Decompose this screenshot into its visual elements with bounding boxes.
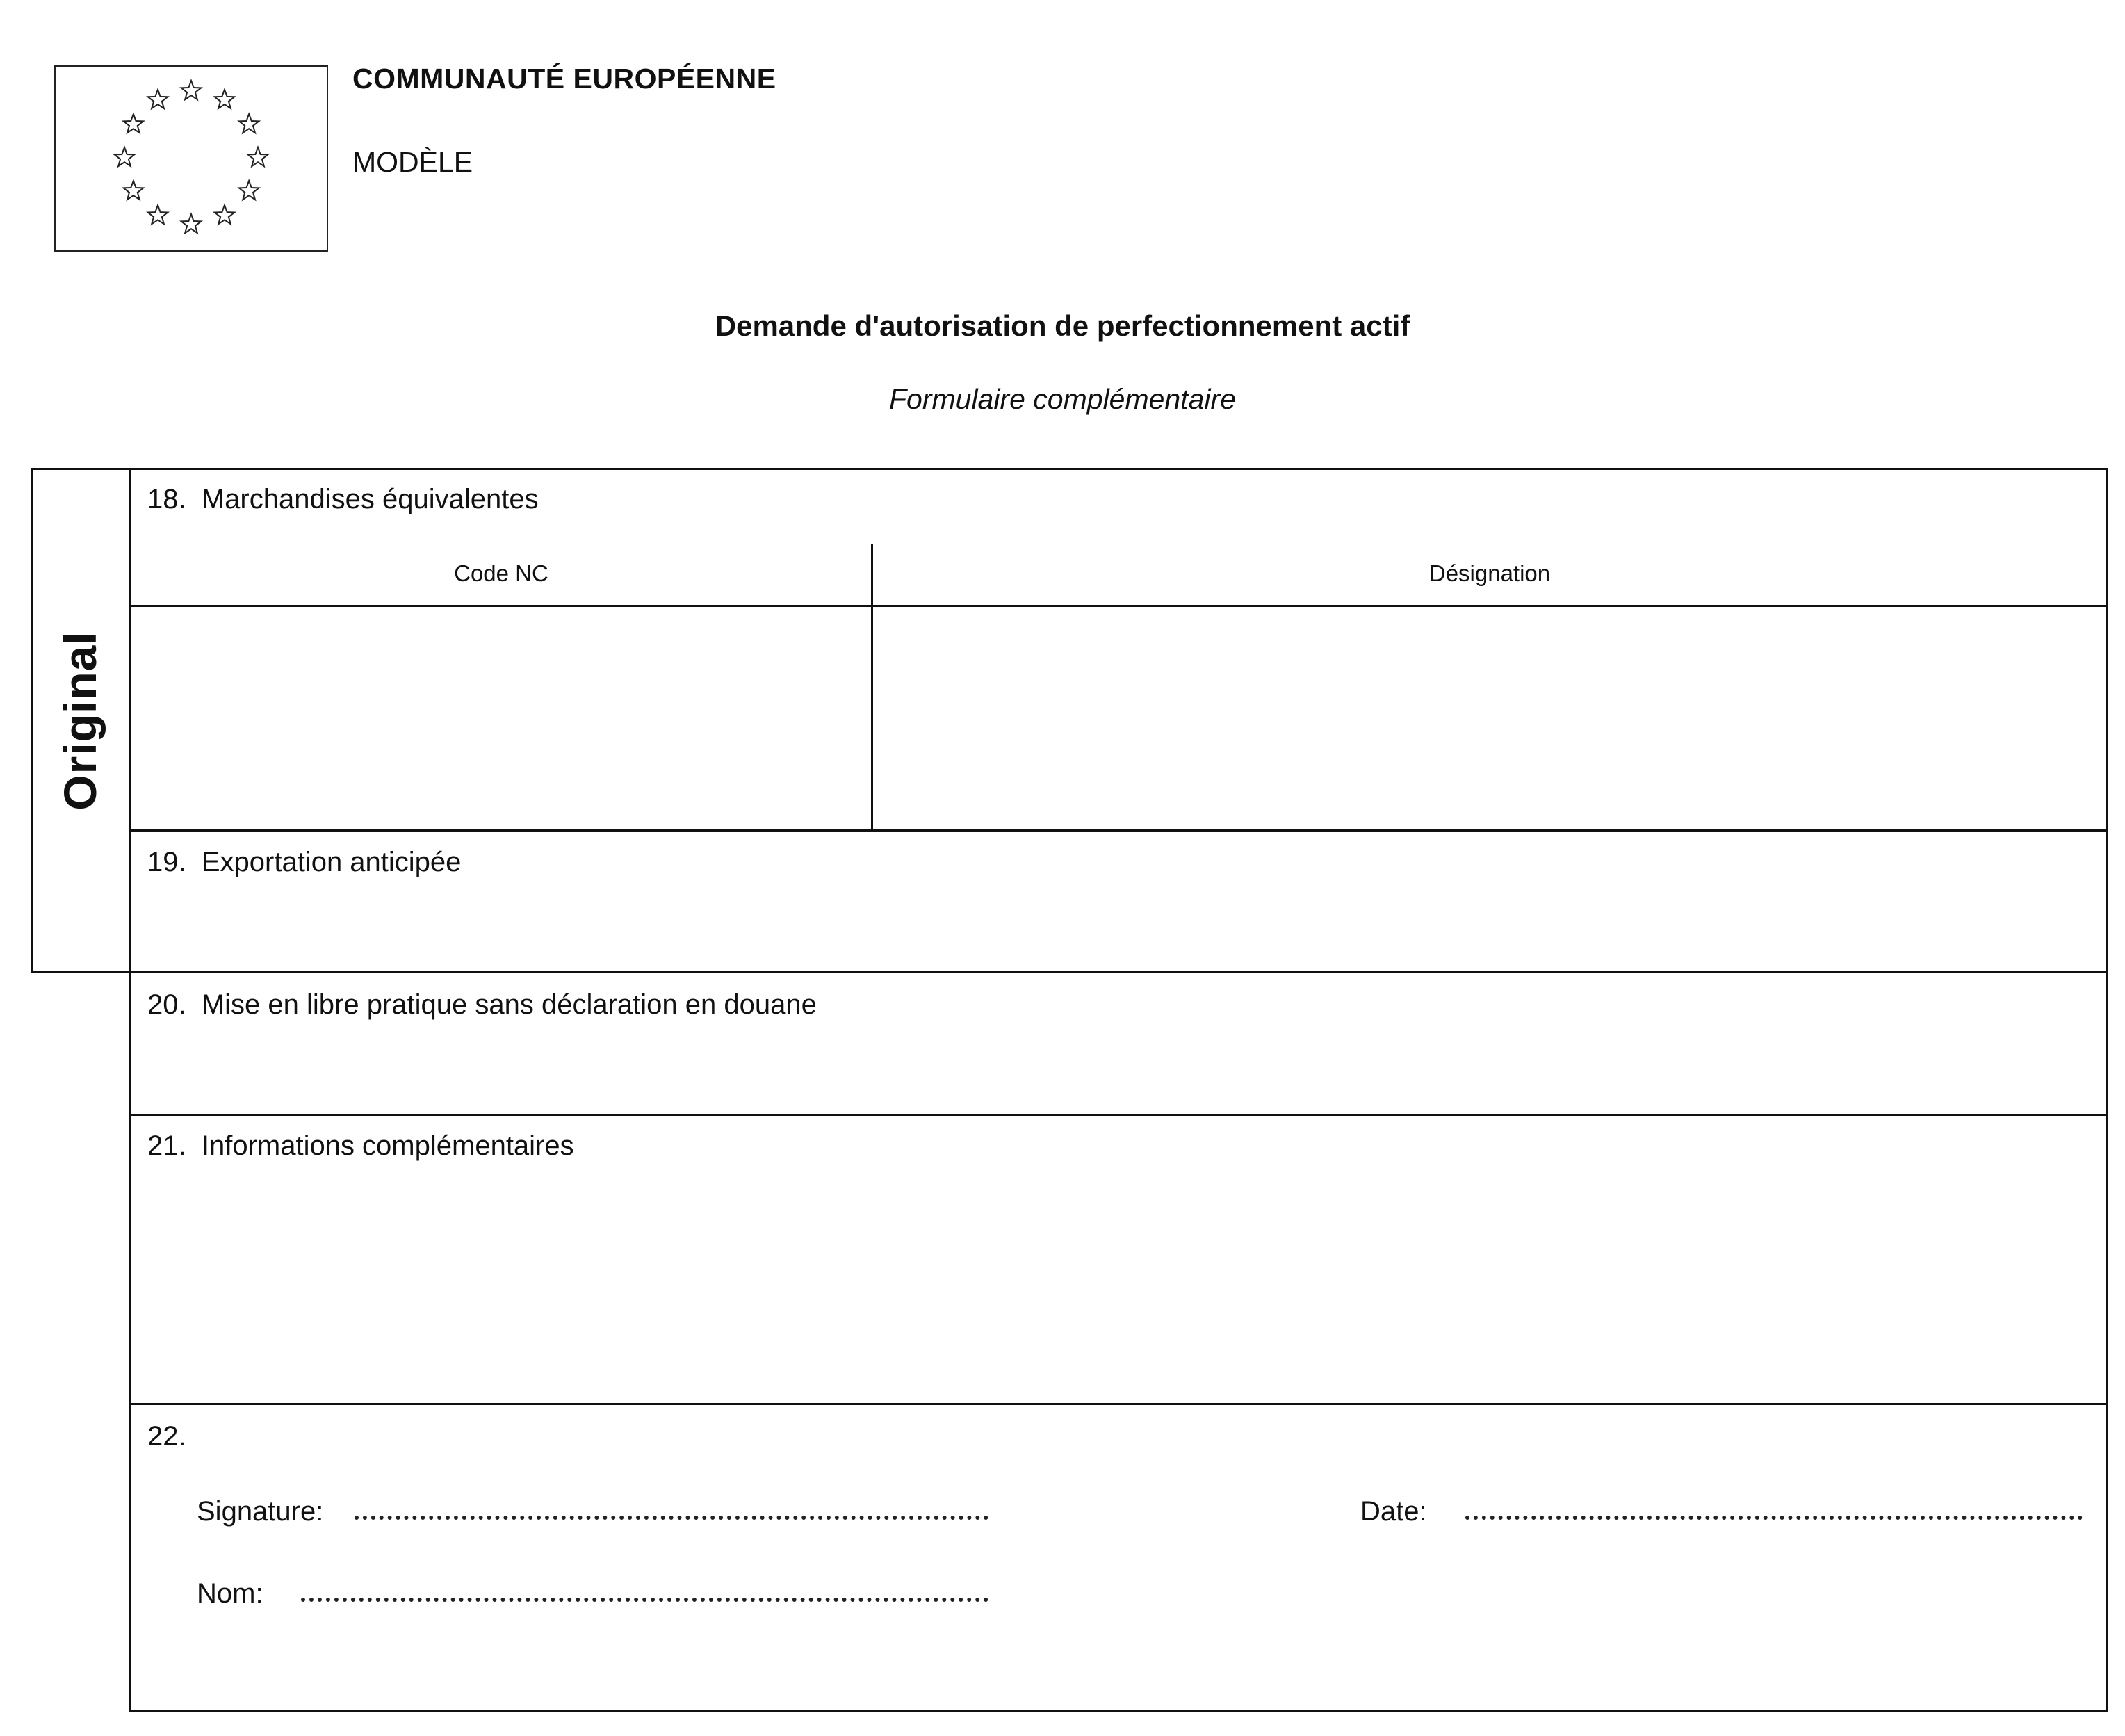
- date-label: Date:: [1360, 1496, 1427, 1527]
- star-icon: [124, 181, 144, 200]
- section-18-label: Marchandises équivalentes: [201, 484, 539, 514]
- signature-label: Signature:: [197, 1496, 324, 1527]
- section-21-label: Informations complémentaires: [201, 1130, 574, 1161]
- section-18-bottom-line: [129, 829, 2108, 832]
- section-20-heading: [147, 989, 817, 1021]
- star-icon: [124, 114, 144, 133]
- star-icon: [239, 114, 259, 133]
- star-icon: [181, 81, 202, 99]
- designation-field[interactable]: [873, 607, 2106, 829]
- signature-field[interactable]: [355, 1516, 988, 1520]
- section-18-heading: [147, 484, 539, 515]
- original-side-label-area: [31, 469, 129, 973]
- issuer-name: COMMUNAUTÉ EUROPÉENNE: [352, 63, 776, 95]
- section-21-bottom-line: [129, 1403, 2108, 1405]
- form-title: Demande d'autorisation de perfectionnement actif: [715, 309, 1410, 342]
- section-20-number: 20.: [147, 989, 186, 1020]
- section-19-bottom-line: [31, 971, 2108, 973]
- code-nc-field[interactable]: [131, 607, 871, 829]
- section-21-heading: [147, 1130, 574, 1162]
- frame-top-line: [31, 468, 2108, 470]
- star-icon: [115, 147, 135, 166]
- section-20-bottom-line: [129, 1114, 2108, 1116]
- name-field[interactable]: [301, 1598, 988, 1602]
- frame-right-line: [2106, 468, 2108, 1712]
- mise-en-libre-pratique-field[interactable]: [131, 1025, 2106, 1112]
- form-subtitle: Formulaire complémentaire: [888, 383, 1236, 415]
- section-19-heading: [147, 847, 461, 878]
- star-icon: [148, 90, 168, 108]
- column-header-designation: Désignation: [1428, 560, 1551, 586]
- star-icon: [215, 90, 235, 108]
- date-field[interactable]: [1465, 1516, 2083, 1520]
- name-label: Nom:: [197, 1578, 263, 1609]
- section-18-number: 18.: [147, 484, 186, 514]
- star-icon: [248, 147, 268, 166]
- section-20-label: Mise en libre pratique sans déclaration en douane: [201, 989, 817, 1020]
- star-icon: [239, 181, 259, 200]
- informations-complementaires-field[interactable]: [131, 1168, 2106, 1402]
- section-22-number: 22.: [147, 1421, 186, 1452]
- exportation-anticipee-field[interactable]: [131, 883, 2106, 970]
- section-19-label: Exportation anticipée: [201, 847, 462, 877]
- original-side-label: Original: [54, 631, 106, 811]
- star-icon: [215, 205, 235, 224]
- star-icon: [181, 214, 202, 233]
- eu-flag-icon: [54, 65, 328, 252]
- section-21-number: 21.: [147, 1130, 186, 1161]
- frame-bottom-line: [129, 1710, 2108, 1712]
- section-19-number: 19.: [147, 847, 186, 877]
- column-header-code-nc: Code NC: [454, 560, 548, 586]
- star-icon: [148, 205, 168, 224]
- model-label: MODÈLE: [352, 146, 473, 178]
